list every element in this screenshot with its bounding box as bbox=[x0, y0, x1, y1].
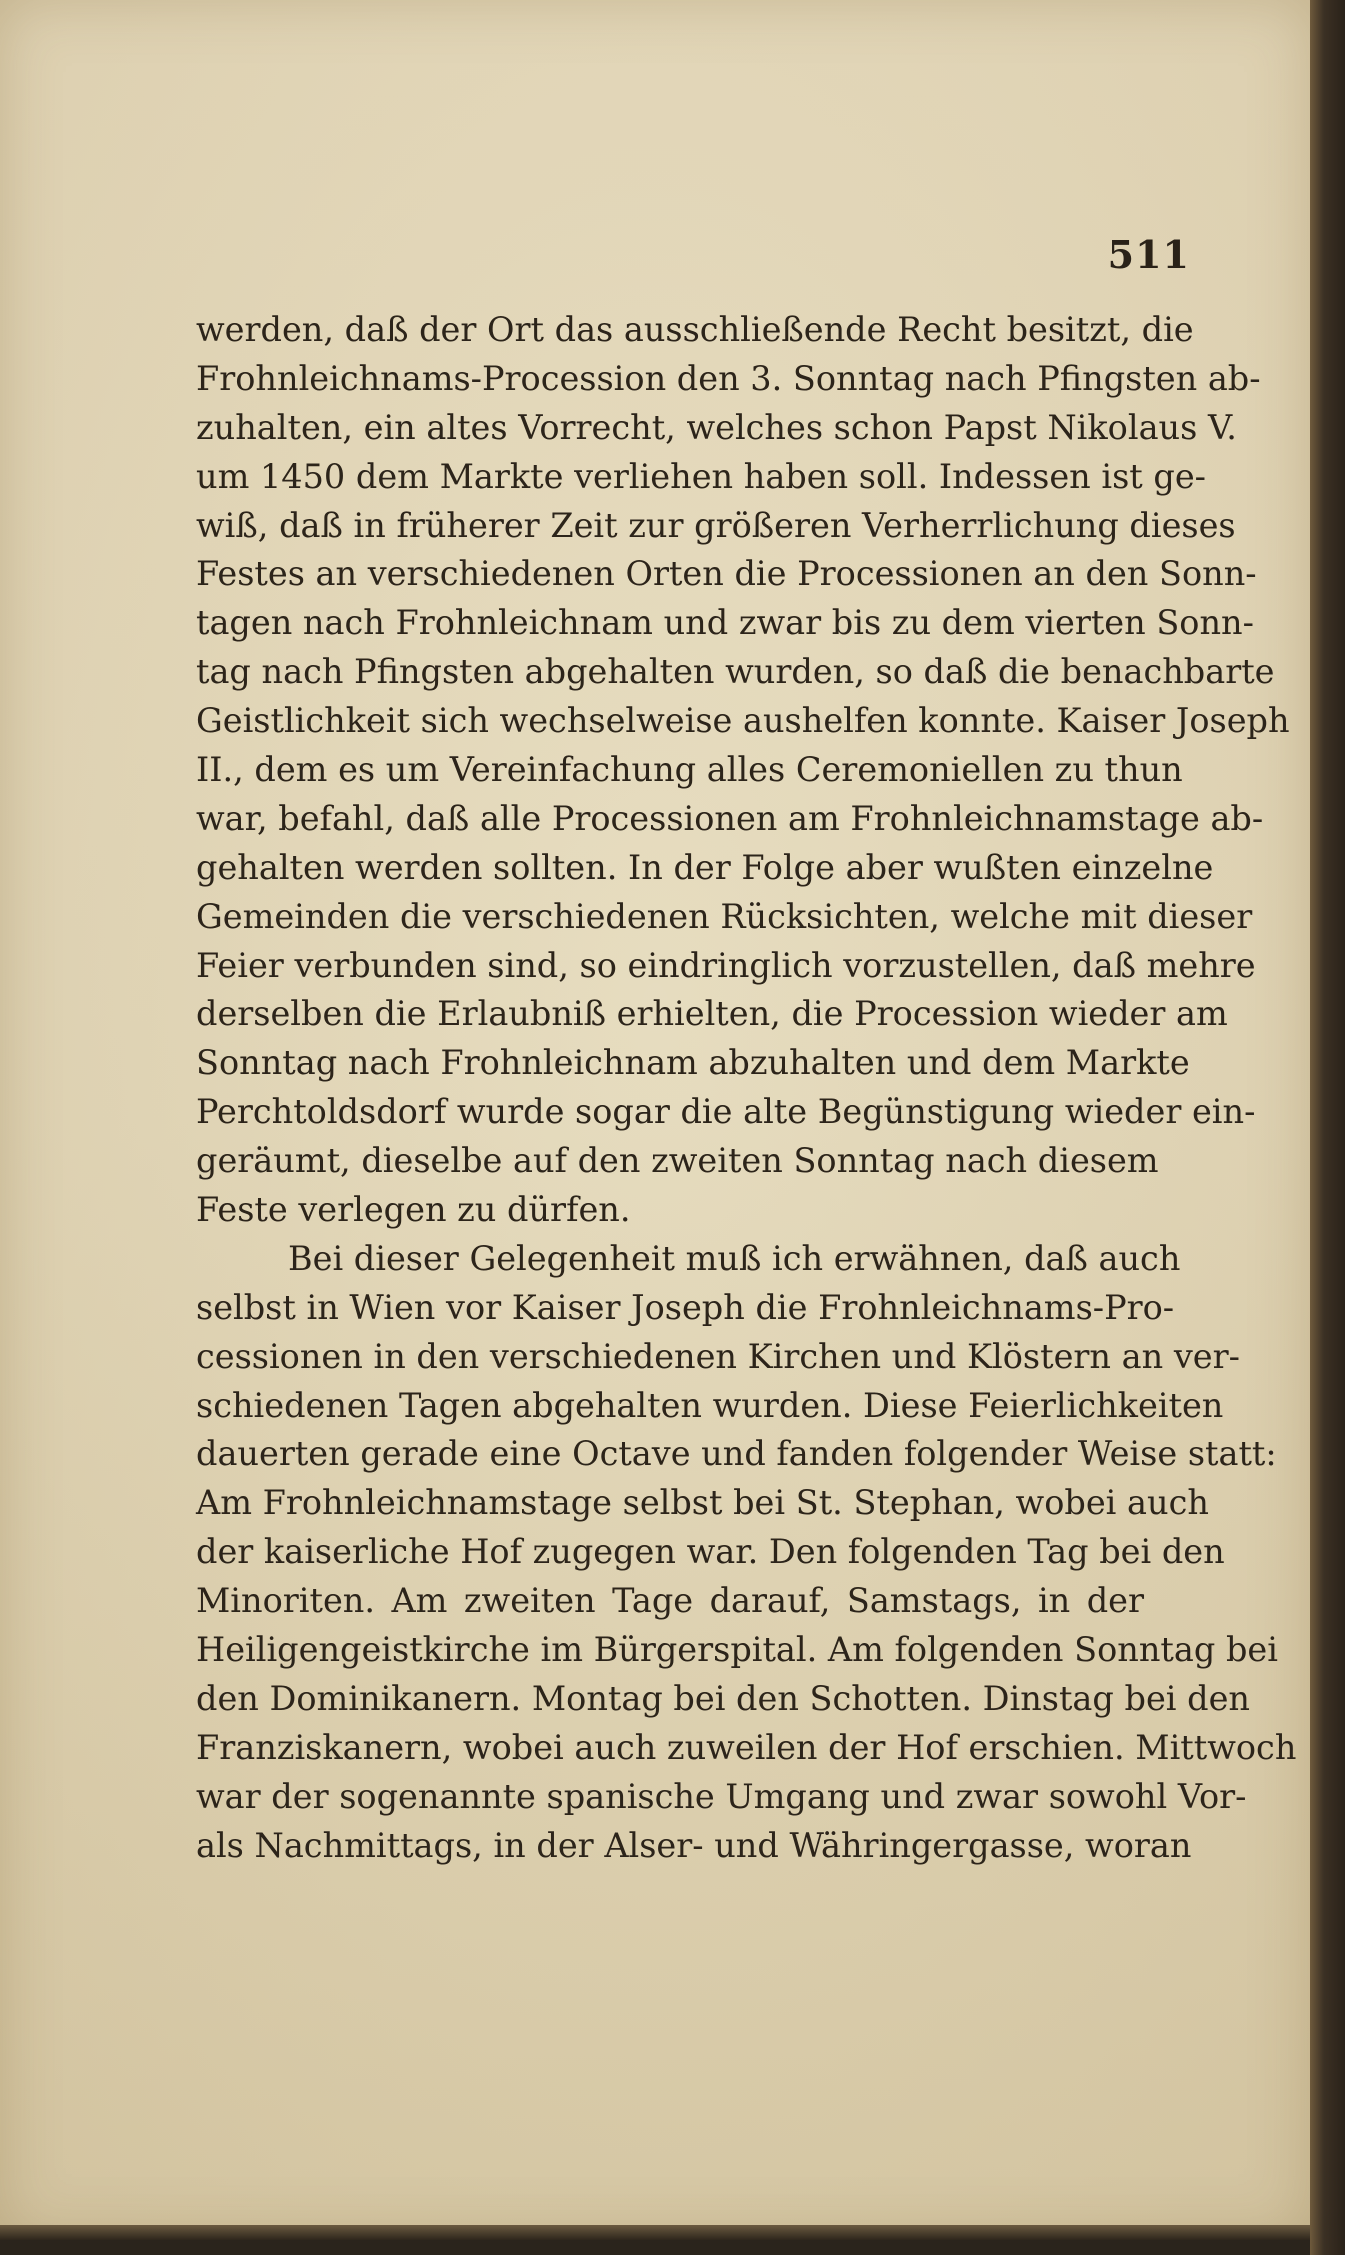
text-line: Sonntag nach Frohnleichnam abzuhalten und dem Markte bbox=[196, 1043, 1190, 1083]
text-line: den Dominikanern. Montag bei den Schotten. Dinstag bei den bbox=[196, 1678, 1250, 1718]
text-line: der kaiserliche Hof zugegen war. Den folgenden Tag bei den bbox=[196, 1532, 1225, 1572]
page-bottom-edge bbox=[0, 2225, 1310, 2240]
text-line: zuhalten, ein altes Vorrecht, welches schon Papst Nikolaus V. bbox=[196, 407, 1237, 447]
text-line: II., dem es um Vereinfachung alles Ceremoniellen zu thun bbox=[196, 750, 1183, 790]
book-spine-edge bbox=[1310, 0, 1345, 2255]
text-line: war, befahl, daß alle Processionen am Frohnleichnamstage ab- bbox=[196, 798, 1264, 838]
text-line: werden, daß der Ort das ausschließende Recht besitzt, die bbox=[196, 310, 1194, 349]
text-line: schiedenen Tagen abgehalten wurden. Diese Feierlichkeiten bbox=[196, 1385, 1224, 1425]
text-line: cessionen in den verschiedenen Kirchen und Klöstern an ver- bbox=[196, 1336, 1240, 1376]
text-line: selbst in Wien vor Kaiser Joseph die Frohnleichnams-Pro- bbox=[196, 1287, 1175, 1327]
text-line: gehalten werden sollten. In der Folge aber wußten einzelne bbox=[196, 847, 1214, 887]
text-line: derselben die Erlaubniß erhielten, die Procession wieder am bbox=[196, 994, 1228, 1034]
text-line: tagen nach Frohnleichnam und zwar bis zu dem vierten Sonn- bbox=[196, 603, 1254, 643]
text-line: Bei dieser Gelegenheit muß ich erwähnen, daß auch bbox=[288, 1238, 1181, 1278]
text-line: Feste verlegen zu dürfen. bbox=[196, 1190, 631, 1230]
body-text bbox=[196, 306, 1297, 1871]
text-line: geräumt, dieselbe auf den zweiten Sonntag nach diesem bbox=[196, 1141, 1159, 1181]
text-line: Feier verbunden sind, so eindringlich vorzustellen, daß mehre bbox=[196, 945, 1256, 985]
text-line: Frohnleichnams-Procession den 3. Sonntag nach Pfingsten ab- bbox=[196, 358, 1261, 398]
text-line: tag nach Pfingsten abgehalten wurden, so daß die benachbarte bbox=[196, 652, 1275, 692]
text-line: Gemeinden die verschiedenen Rücksichten, welche mit dieser bbox=[196, 896, 1253, 936]
text-line: Heiligengeistkirche im Bürgerspital. Am folgenden Sonntag bei bbox=[196, 1630, 1278, 1670]
text-line: Perchtoldsdorf wurde sogar die alte Begünstigung wieder ein- bbox=[196, 1092, 1256, 1132]
text-line: Minoriten. Am zweiten Tage darauf, Samstags, in der bbox=[196, 1581, 1144, 1621]
text-line: Festes an verschiedenen Orten die Processionen an den Sonn- bbox=[196, 554, 1257, 594]
text-line: war der sogenannte spanische Umgang und zwar sowohl Vor- bbox=[196, 1776, 1247, 1816]
text-line: um 1450 dem Markte verliehen haben soll. Indessen ist ge- bbox=[196, 456, 1206, 496]
text-line: wiß, daß in früherer Zeit zur größeren Verherrlichung dieses bbox=[196, 505, 1236, 545]
text-line: Am Frohnleichnamstage selbst bei St. Stephan, wobei auch bbox=[196, 1483, 1209, 1523]
text-line: dauerten gerade eine Octave und fanden folgender Weise statt: bbox=[196, 1434, 1277, 1474]
text-line: Franziskanern, wobei auch zuweilen der Hof erschien. Mittwoch bbox=[196, 1727, 1297, 1767]
text-line: Geistlichkeit sich wechselweise aushelfen konnte. Kaiser Joseph bbox=[196, 701, 1290, 741]
page-number: 511 bbox=[1107, 232, 1190, 277]
text-line: als Nachmittags, in der Alser- und Währingergasse, woran bbox=[196, 1825, 1192, 1865]
